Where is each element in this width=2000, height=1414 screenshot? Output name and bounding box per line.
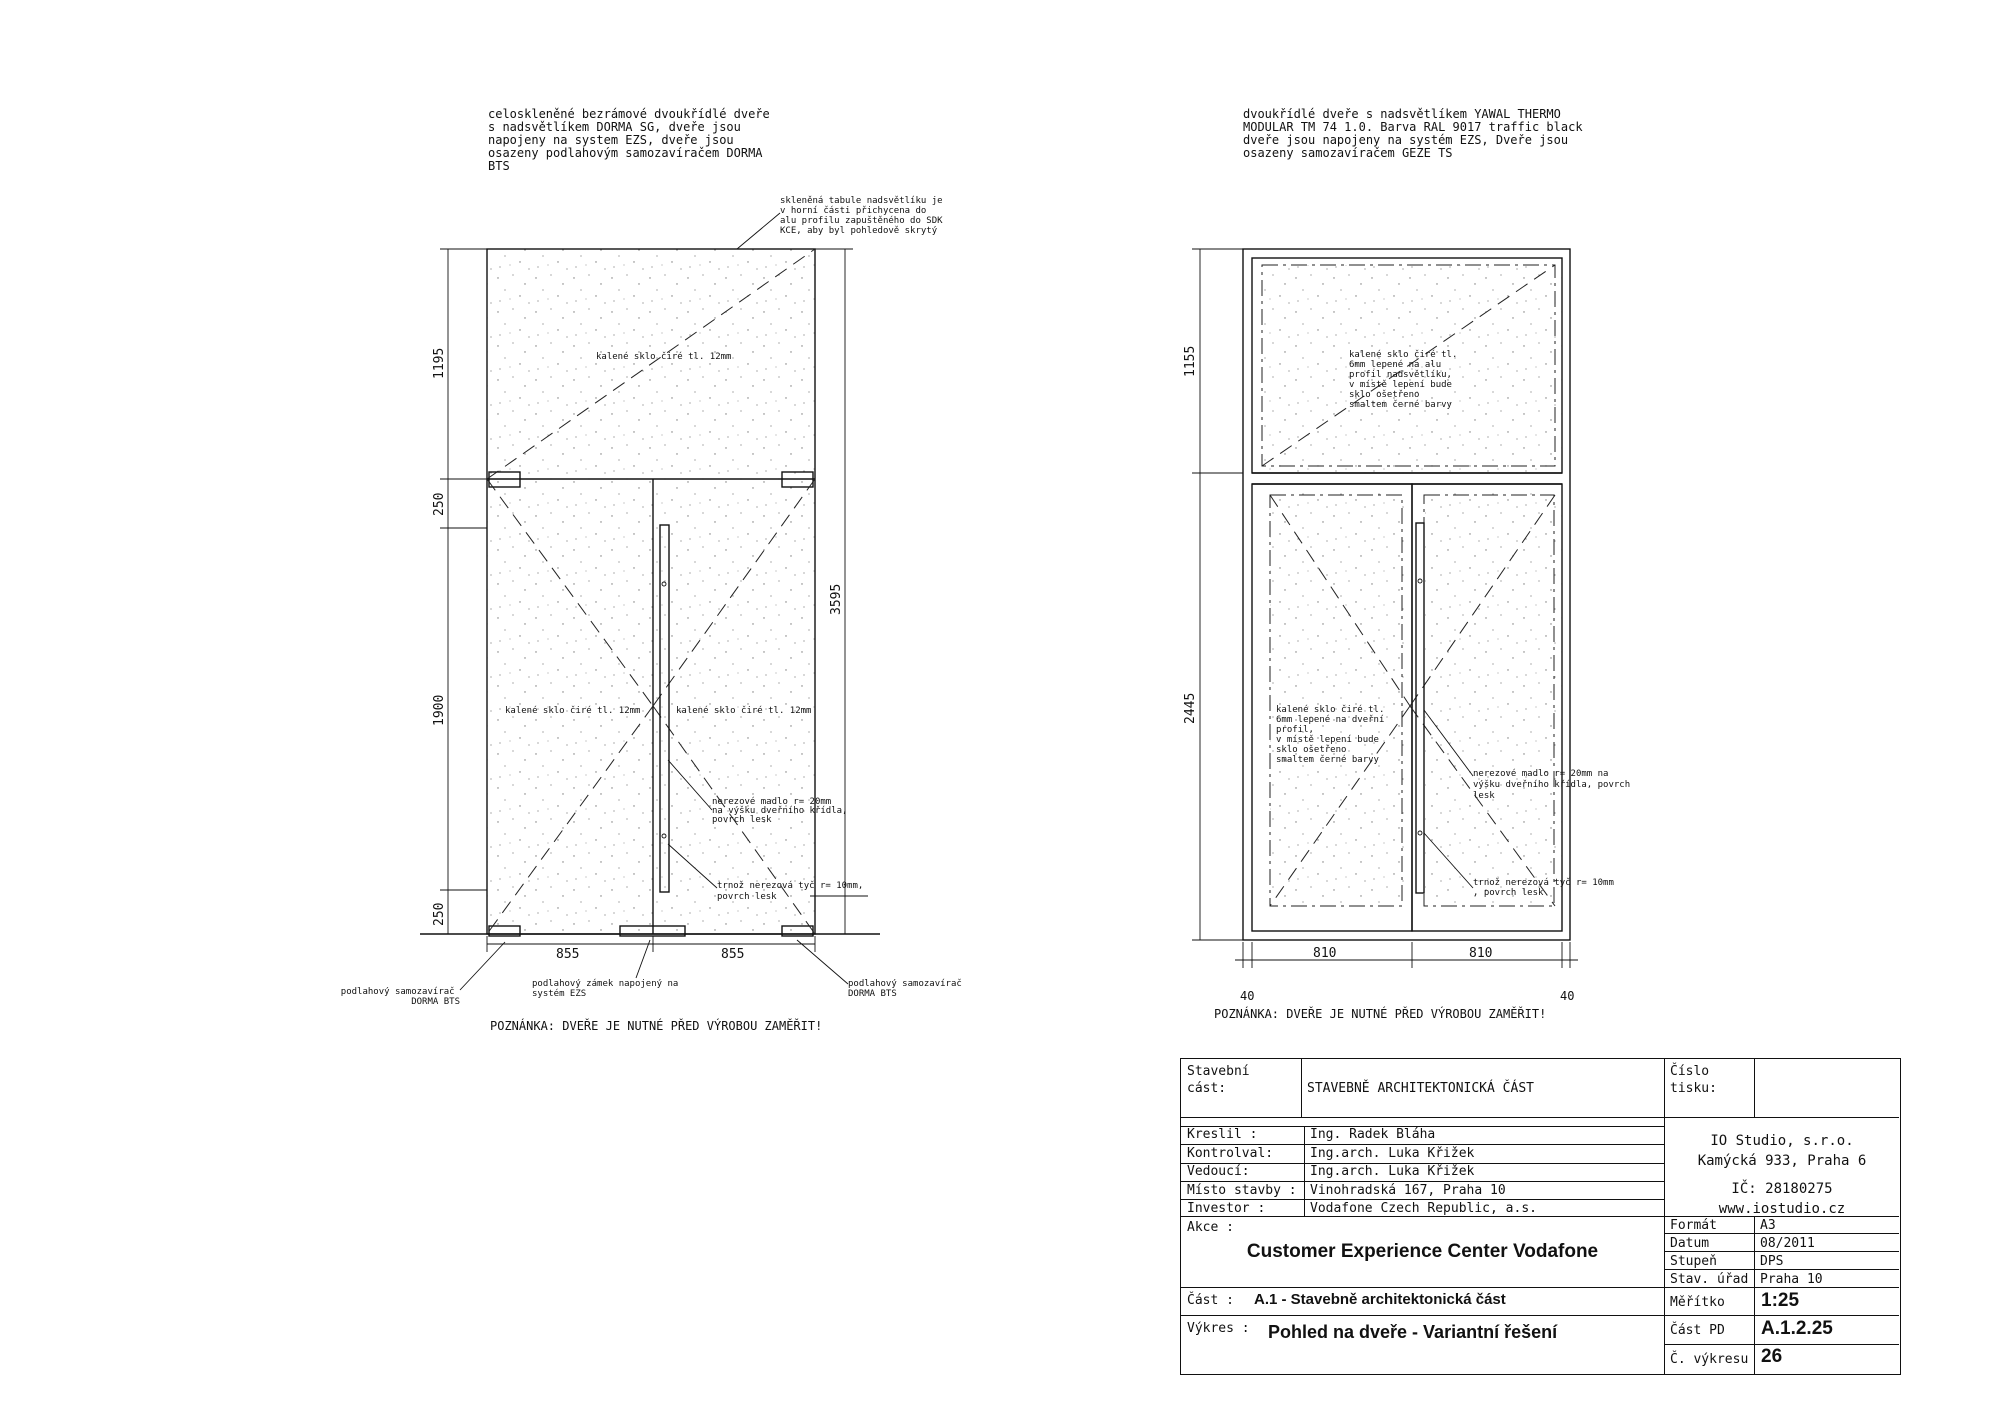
right-door-view [1183,107,1636,1021]
vedouci-value: Ing.arch. Luka Křižek [1310,1164,1475,1179]
left-leaf-glass-left: kalené sklo čiré tl. 12mm [505,706,641,716]
misto-stavby-label: Místo stavby : [1187,1183,1297,1198]
stupen-value: DPS [1760,1254,1784,1269]
investor-label: Investor : [1187,1201,1266,1216]
kontroloval-label: Kontrolval: [1187,1146,1274,1161]
right-leaf-glass: kalené sklo čiré tl. 6mm lepené na dveřní profil, v místě lepení bude sklo ošetřeno smaltem černé barvy [1276,705,1385,765]
vykres-value: Pohled na dveře - Variantní řešení [1268,1322,1558,1342]
cast-value: A.1 - Stavebně architektonická část [1254,1291,1506,1308]
right-dim-door: 2445 [1183,692,1198,724]
right-handle-note: nerezové madlo r= 20mm na výšku dveřního křídla, povrch lesk [1473,769,1631,801]
left-dim-total: 3595 [829,583,844,615]
right-dim-frame-left: 40 [1240,989,1255,1003]
left-bar-note: trnož nerezová tyč r= 10mm, povrch lesk [717,881,864,902]
datum-value: 08/2011 [1760,1236,1815,1251]
format-value: A3 [1760,1218,1776,1233]
left-measure-note: POZNÁNKA: DVEŘE JE NUTNÉ PŘED VÝROBOU ZAMĚŘIT! [490,1019,823,1033]
left-dim-gap-bottom: 250 [432,902,447,926]
right-transom-glass: kalené sklo čiré tl. 6mm lepené na alu profil nadsvětlíku, v místě lepení bude sklo ošetřeno smaltem černé barvy [1349,350,1458,410]
right-description: dvoukřídlé dveře s nadsvětlíkem YAWAL THERMO MODULAR TM 74 1.0. Barva RAL 9017 traffic black dveře jsou napojeny na systém EZS, Dveře jsou osazeny samozavíračem GEZE TS [1243,107,1583,160]
left-dim-gap-top: 250 [432,492,447,516]
left-description: celoskleněné bezrámové dvoukřídlé dveře s nadsvětlíkem DORMA SG, dveře jsou napojeny na system EZS, dveře jsou osazeny podlahovým samozavíračem DORMA BTS [488,107,770,173]
left-dim-transom: 1195 [432,347,447,379]
right-measure-note: POZNÁNKA: DVEŘE JE NUTNÉ PŘED VÝROBOU ZAMĚŘIT! [1214,1007,1547,1021]
kreslil-label: Kreslil : [1187,1127,1258,1142]
left-leaf-glass-right: kalené sklo čiré tl. 12mm [676,706,812,716]
vykres-label: Výkres : [1187,1321,1250,1336]
right-handle [1416,523,1424,893]
cislo-vykresu-value: 26 [1761,1346,1783,1367]
left-closer-left-note: podlahový samozavírač DORMA BTS [340,987,460,1007]
left-dim-width-left: 855 [556,947,580,962]
stavebni-cast-value: STAVEBNĚ ARCHITEKTONICKÁ ČÁST [1307,1081,1534,1096]
investor-value: Vodafone Czech Republic, a.s. [1310,1201,1537,1216]
cast-label: Část : [1187,1293,1234,1308]
company-block: IO Studio, s.r.o. Kamýcká 933, Praha 6 IČ: 28180275 www.iostudio.cz [1697,1133,1867,1217]
left-transom-glass: kalené sklo čiré tl. 12mm [596,352,732,362]
akce-value: Customer Experience Center Vodafone [1246,1241,1599,1262]
cislo-tisku-label: Číslo tisku: [1670,1064,1717,1096]
stav-urad-label: Stav. úřad [1670,1272,1749,1287]
akce-label: Akce : [1187,1220,1234,1235]
stav-urad-value: Praha 10 [1760,1272,1823,1287]
stavebni-cast-label: Stavební cást: [1187,1064,1250,1096]
meritko-label: Měřítko [1670,1295,1725,1310]
stupen-label: Stupeň [1670,1254,1717,1269]
title-block [1180,1058,1901,1375]
vedouci-label: Vedoucí: [1187,1164,1250,1179]
datum-label: Datum [1670,1236,1710,1251]
cislo-vykresu-label: Č. výkresu [1670,1352,1749,1367]
left-handle-note: nerezové madlo r= 20mm na výšku dveřního křídla, povrch lesk [712,797,848,825]
kreslil-value: Ing. Radek Bláha [1310,1127,1436,1142]
left-lock-note: podlahový zámek napojený na systém EZS [532,979,679,999]
right-bar-note: trnož nerezová tyč r= 10mm , povrch lesk [1473,878,1614,898]
right-dim-width-left: 810 [1313,946,1337,961]
format-label: Formát [1670,1218,1717,1233]
right-dim-frame-right: 40 [1560,989,1575,1003]
cast-pd-value: A.1.2.25 [1761,1318,1833,1339]
left-transom-note: skleněná tabule nadsvětlíku je v horní části přichycena do alu profilu zapuštěného do SDK KCE, aby byl pohledově skrytý [780,196,943,236]
left-dim-door: 1900 [432,694,447,726]
right-dim-width-right: 810 [1469,946,1493,961]
kontroloval-value: Ing.arch. Luka Křižek [1310,1146,1475,1161]
left-closer-right-note: podlahový samozavírač DORMA BTS [848,979,962,999]
meritko-value: 1:25 [1761,1290,1800,1311]
right-dim-transom: 1155 [1183,345,1198,377]
cast-pd-label: Část PD [1670,1323,1725,1338]
misto-stavby-value: Vinohradská 167, Praha 10 [1310,1183,1506,1198]
left-door-view [341,107,967,1033]
left-dim-width-right: 855 [721,947,745,962]
